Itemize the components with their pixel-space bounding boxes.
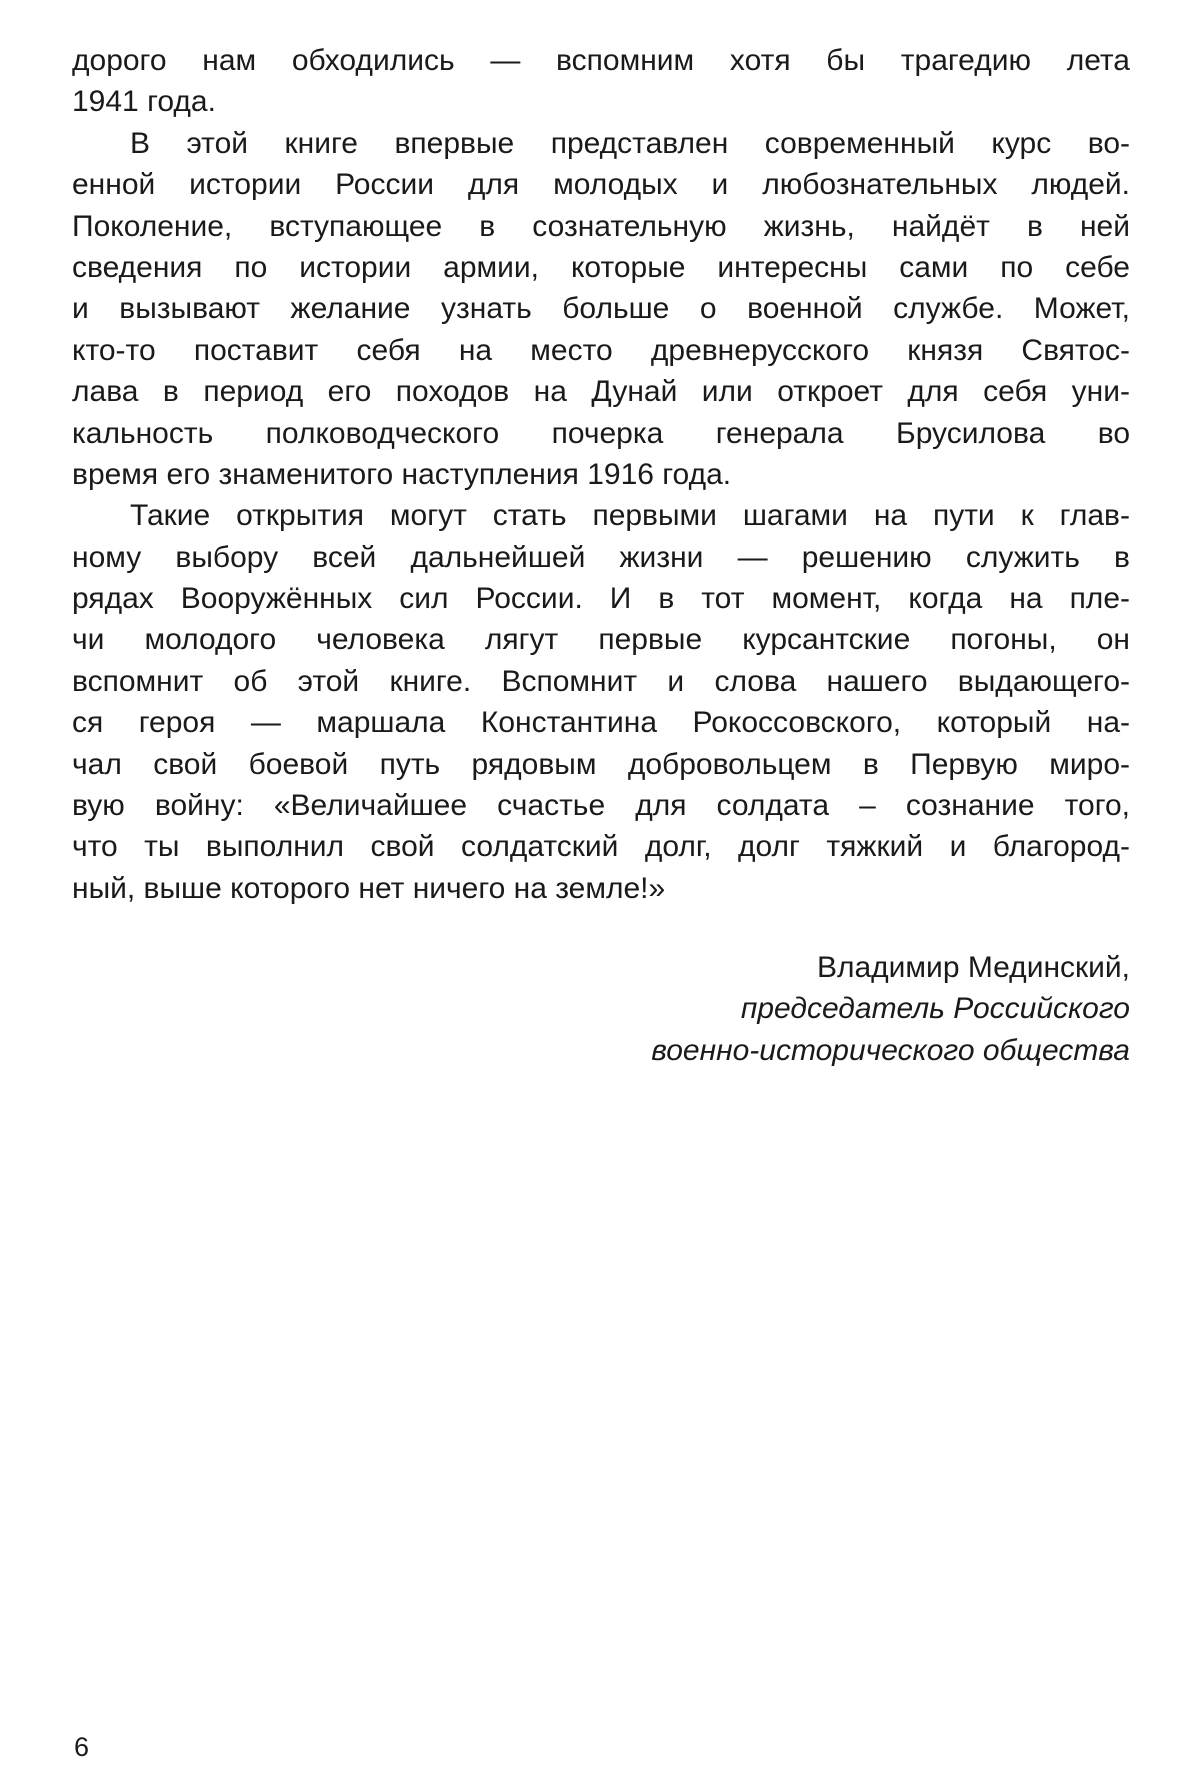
author-title: председатель Российского — [740, 992, 1130, 1026]
text-line: и вызывают желание узнать больше о военной службе. Может, — [72, 292, 1130, 326]
text-line: что ты выполнил свой солдатский долг, долг тяжкий и благород- — [72, 830, 1130, 864]
text-line: время его знаменитого наступления 1916 года. — [72, 457, 732, 491]
text-line: енной истории России для молодых и любознательных людей. — [72, 168, 1130, 202]
main-text — [72, 40, 1130, 909]
text-line: ному выбору всей дальнейшей жизни — решению служить в — [72, 540, 1130, 574]
text-line: 1941 года. — [72, 85, 216, 119]
text-line: Такие открытия могут стать первыми шагами на пути к глав- — [130, 499, 1130, 533]
page-number: 6 — [74, 1732, 90, 1762]
text-line: лава в период его походов на Дунай или откроет для себя уни- — [72, 375, 1130, 409]
text-line: ся героя — маршала Константина Рокоссовского, который на- — [72, 706, 1130, 740]
author-organization: военно-исторического общества — [651, 1033, 1130, 1067]
text-line: кальность полководческого почерка генерала Брусилова во — [72, 416, 1130, 450]
text-line: рядах Вооружённых сил России. И в тот момент, когда на пле- — [72, 582, 1130, 616]
paragraph — [72, 123, 1130, 496]
text-line: кто-то поставит себя на место древнерусского князя Святос- — [72, 333, 1130, 367]
text-line: вую войну: «Величайшее счастье для солдата – сознание того, — [72, 789, 1130, 823]
author-name: Владимир Мединский, — [816, 951, 1130, 984]
paragraph — [72, 40, 1130, 123]
text-line: чи молодого человека лягут первые курсантские погоны, он — [72, 623, 1130, 657]
text-line: ный, выше которого нет ничего на земле!» — [72, 871, 666, 905]
text-line: Поколение, вступающее в сознательную жизнь, найдёт в ней — [72, 209, 1130, 243]
text-line: вспомнит об этой книге. Вспомнит и слова нашего выдающего- — [72, 664, 1130, 698]
text-line: В этой книге впервые представлен современный курс во- — [130, 126, 1130, 160]
text-line: сведения по истории армии, которые интересны сами по себе — [72, 250, 1130, 284]
text-line: чал свой боевой путь рядовым добровольцем в Первую миро- — [72, 747, 1130, 781]
author-signature — [651, 947, 1130, 1071]
text-line: дорого нам обходились — вспомним хотя бы трагедию лета — [72, 44, 1130, 77]
paragraph — [72, 495, 1130, 909]
